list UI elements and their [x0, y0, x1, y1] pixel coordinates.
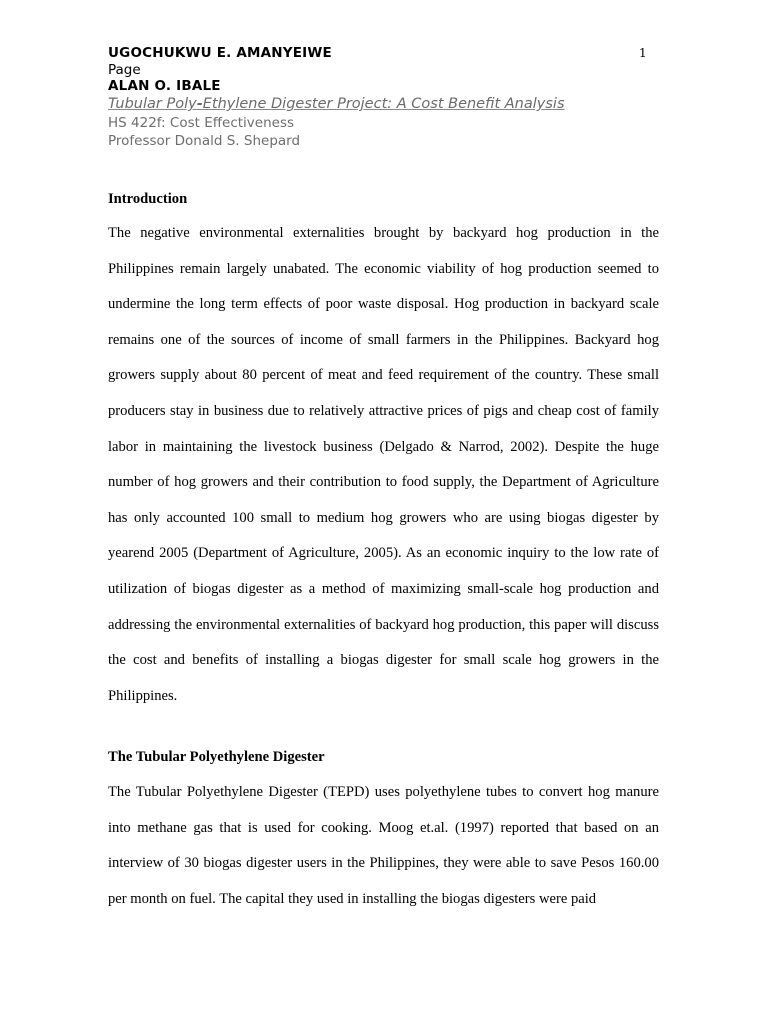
section-tepd [108, 747, 659, 767]
professor-line: Professor Donald S. Shepard [108, 133, 301, 149]
intro-heading: Introduction [108, 191, 188, 207]
tepd-paragraph: The Tubular Polyethylene Digester (TEPD) uses polyethylene tubes to convert hog manure into methane gas that is used for cooking. Moog et.al. (1997) reported that based on an interview of 30 biogas digester users in the Philippines, they were able to save Pesos 160.00 per month on fuel. The capital they used in installing the biogas digesters were paid [108, 784, 659, 907]
document-title-part1: Tubular Poly [108, 96, 197, 112]
author-primary: UGOCHUKWU E. AMANYEIWE [108, 45, 332, 61]
course-line: HS 422f: Cost Effectiveness [108, 115, 295, 131]
intro-paragraph: The negative environmental externalities brought by backyard hog production in the Philippines remain largely unabated. The economic viability of hog production seemed to undermine the long term effects of poor waste disposal. Hog production in backyard scale remains one of the sources of income of small farmers in the Philippines. Backyard hog growers supply about 80 percent of meat and feed requirement of the country. These small producers stay in business due to relatively attractive prices of pigs and cheap cost of family labor in maintaining the livestock business (Delgado & Narrod, 2002). Despite the huge number of hog growers and their contribution to food supply, the Department of Agriculture has only accounted 100 small to medium hog growers who are using biogas digester by yearend 2005 (Department of Agriculture, 2005). As an economic inquiry to the low rate of utilization of biogas digester as a method of maximizing small-scale hog production and addressing the environmental externalities of backyard hog production, this paper will discuss the cost and benefits of installing a biogas digester for small scale hog growers in the Philippines. [108, 225, 659, 704]
tepd-heading: The Tubular Polyethylene Digester [108, 749, 325, 765]
intro-paragraph-wrap [108, 216, 659, 714]
document-title-part2: Ethylene Digester Project: A Cost Benefit Analysis [202, 96, 565, 112]
tepd-paragraph-wrap [108, 775, 659, 917]
document-header [108, 45, 668, 150]
author-secondary: ALAN O. IBALE [108, 78, 221, 94]
page-label: Page [108, 62, 141, 78]
page-number: 1 [639, 46, 647, 60]
document-title-hyphen: - [196, 96, 203, 112]
document-title [108, 95, 668, 114]
section-intro [108, 189, 659, 209]
